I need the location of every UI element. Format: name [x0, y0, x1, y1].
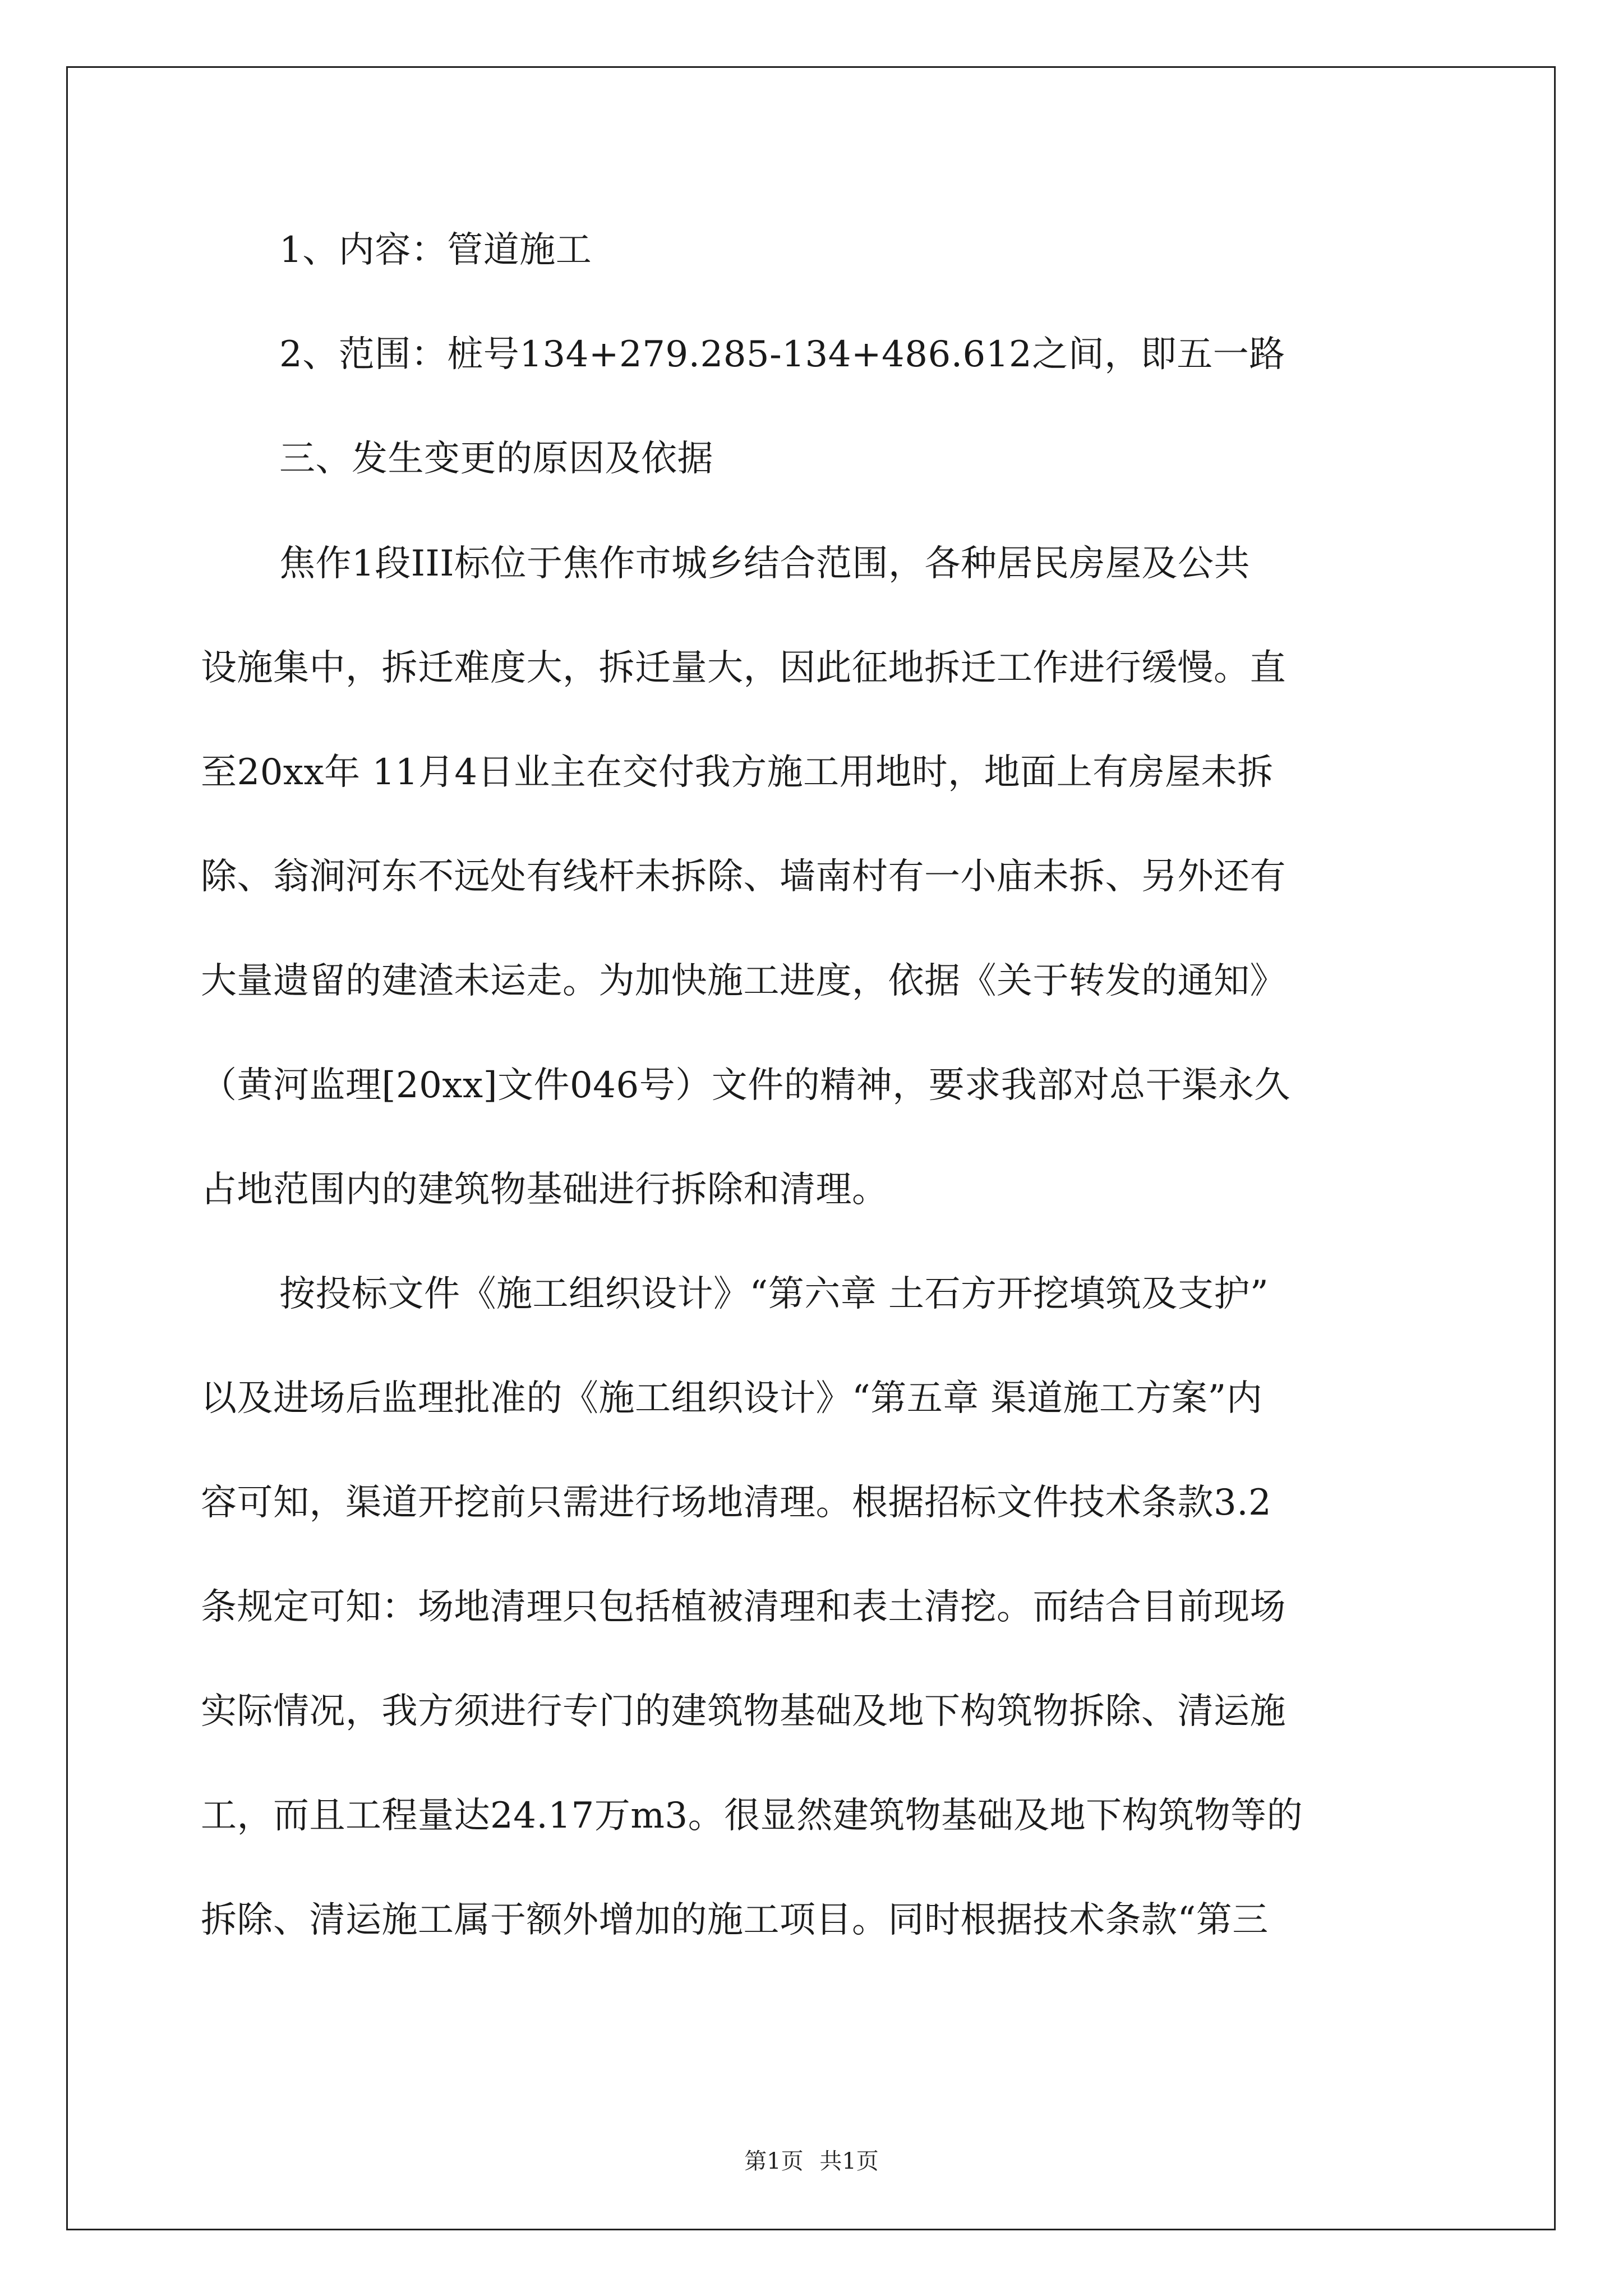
- paragraph-line: 实际情况，我方须进行专门的建筑物基础及地下构筑物拆除、清运施: [201, 1691, 1286, 1732]
- paragraph-line: 设施集中，拆迁难度大，拆迁量大，因此征地拆迁工作进行缓慢。直: [201, 647, 1286, 689]
- paragraph-line: 条规定可知：场地清理只包括植被清理和表土清挖。而结合目前现场: [201, 1586, 1286, 1628]
- paragraph-line: 工，而且工程量达24.17万m3。很显然建筑物基础及地下构筑物等的: [201, 1795, 1303, 1837]
- paragraph-line: （黄河监理[20xx]文件046号）文件的精神，要求我部对总干渠永久: [201, 1065, 1290, 1106]
- page-footer: [0, 2147, 1623, 2175]
- paragraph-line: 容可知，渠道开挖前只需进行场地清理。根据招标文件技术条款3.2: [201, 1482, 1272, 1524]
- section-heading: 三、发生变更的原因及依据: [279, 438, 713, 480]
- page-total: 共1页: [819, 2148, 879, 2174]
- paragraph-line: 除、翁涧河东不远处有线杆未拆除、墙南村有一小庙未拆、另外还有: [201, 856, 1286, 898]
- paragraph-line: 大量遗留的建渣未运走。为加快施工进度，依据《关于转发的通知》: [201, 960, 1286, 1002]
- paragraph-line: 拆除、清运施工属于额外增加的施工项目。同时根据技术条款“第三: [201, 1899, 1269, 1941]
- content-item-line: 1、内容：管道施工: [279, 229, 592, 271]
- page-number: 第1页: [744, 2148, 804, 2174]
- paragraph-line: 以及进场后监理批准的《施工组织设计》“第五章 渠道施工方案”内: [201, 1378, 1263, 1419]
- paragraph-line: 至20xx年 11月4日业主在交付我方施工用地时，地面上有房屋未拆: [201, 752, 1274, 793]
- scope-item-line: 2、范围：桩号134+279.285-134+486.612之间，即五一路: [279, 334, 1285, 375]
- paragraph-line: 按投标文件《施工组织设计》“第六章 土石方开挖填筑及支护”: [279, 1273, 1269, 1315]
- paragraph-line: 焦作1段III标位于焦作市城乡结合范围，各种居民房屋及公共: [279, 543, 1251, 585]
- paragraph-line: 占地范围内的建筑物基础进行拆除和清理。: [201, 1169, 888, 1211]
